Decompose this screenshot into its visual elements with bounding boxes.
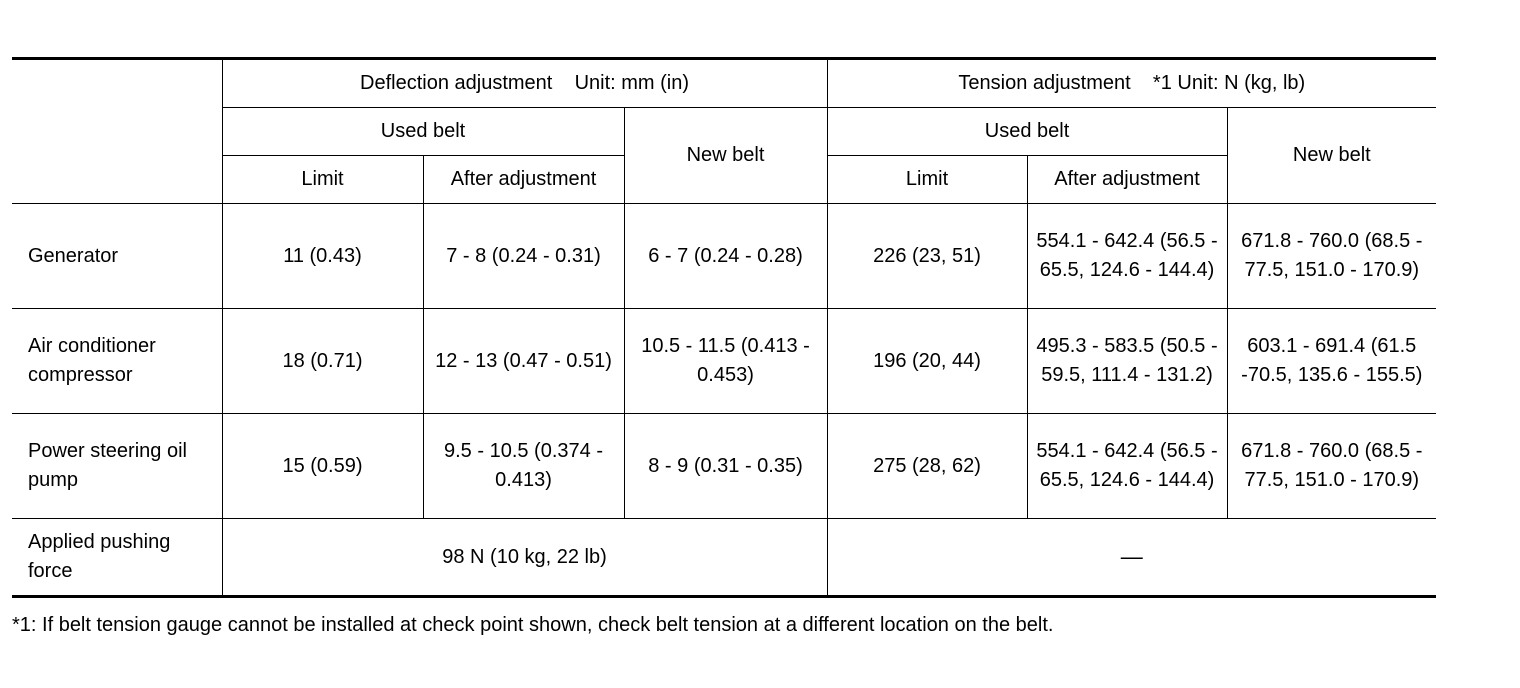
tension-new-belt-header: New belt: [1227, 108, 1436, 204]
table-row-generator: [12, 204, 1436, 309]
deflection-limit-cell: 15 (0.59): [222, 414, 423, 519]
deflection-new-cell: 6 - 7 (0.24 - 0.28): [624, 204, 827, 309]
header-row-1: [12, 59, 1436, 108]
deflection-after-adjustment-header: After adjustment: [423, 156, 624, 204]
tension-new-cell: 603.1 - 691.4 (61.5 -70.5, 135.6 - 155.5): [1227, 309, 1436, 414]
tension-limit-cell: 275 (28, 62): [827, 414, 1027, 519]
row-label: Applied pushing force: [12, 519, 222, 597]
deflection-limit-cell: 11 (0.43): [222, 204, 423, 309]
row-label: Air conditioner compressor: [12, 309, 222, 414]
deflection-new-belt-header: New belt: [624, 108, 827, 204]
tension-adjustment-header: Tension adjustment *1 Unit: N (kg, lb): [827, 59, 1436, 108]
applied-force-deflection-value: 98 N (10 kg, 22 lb): [222, 519, 827, 597]
deflection-new-cell: 10.5 - 11.5 (0.413 - 0.453): [624, 309, 827, 414]
tension-used-belt-header: Used belt: [827, 108, 1227, 156]
tension-after-adjustment-header: After adjustment: [1027, 156, 1227, 204]
deflection-used-belt-header: Used belt: [222, 108, 624, 156]
deflection-limit-cell: 18 (0.71): [222, 309, 423, 414]
deflection-adjustment-header: Deflection adjustment Unit: mm (in): [222, 59, 827, 108]
row-label: Generator: [12, 204, 222, 309]
header-blank-cell: [12, 59, 222, 204]
tension-new-cell: 671.8 - 760.0 (68.5 - 77.5, 151.0 - 170.9): [1227, 204, 1436, 309]
tension-limit-header: Limit: [827, 156, 1027, 204]
deflection-after-cell: 7 - 8 (0.24 - 0.31): [423, 204, 624, 309]
header-row-2: [12, 108, 1436, 156]
table-row-power-steering-pump: [12, 414, 1436, 519]
deflection-new-cell: 8 - 9 (0.31 - 0.35): [624, 414, 827, 519]
tension-after-cell: 554.1 - 642.4 (56.5 - 65.5, 124.6 - 144.4): [1027, 414, 1227, 519]
belt-spec-table: [12, 57, 1436, 598]
table-row-ac-compressor: [12, 309, 1436, 414]
deflection-after-cell: 12 - 13 (0.47 - 0.51): [423, 309, 624, 414]
tension-new-cell: 671.8 - 760.0 (68.5 - 77.5, 151.0 - 170.9): [1227, 414, 1436, 519]
tension-limit-cell: 196 (20, 44): [827, 309, 1027, 414]
belt-spec-table-wrapper: [12, 57, 1436, 598]
deflection-limit-header: Limit: [222, 156, 423, 204]
tension-limit-cell: 226 (23, 51): [827, 204, 1027, 309]
tension-after-cell: 495.3 - 583.5 (50.5 - 59.5, 111.4 - 131.2): [1027, 309, 1227, 414]
footnote: *1: If belt tension gauge cannot be installed at check point shown, check belt tension at a different location on the belt.: [12, 614, 1054, 636]
table-row-applied-force: [12, 519, 1436, 597]
applied-force-tension-dash: —: [1120, 543, 1143, 569]
applied-force-tension-value: [827, 519, 1436, 597]
deflection-after-cell: 9.5 - 10.5 (0.374 - 0.413): [423, 414, 624, 519]
tension-after-cell: 554.1 - 642.4 (56.5 - 65.5, 124.6 - 144.4): [1027, 204, 1227, 309]
row-label: Power steering oil pump: [12, 414, 222, 519]
